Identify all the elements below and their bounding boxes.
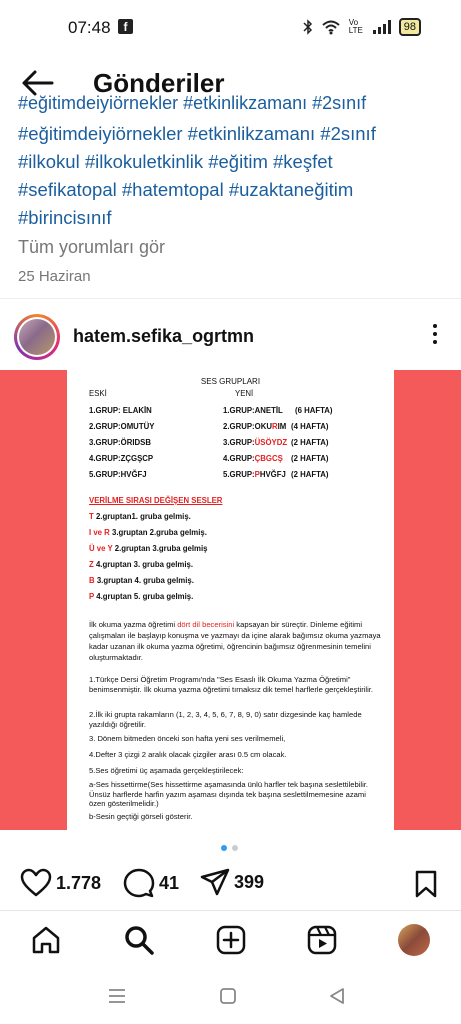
changed-sound: B 3.gruptan 4. gruba gelmiş. [89,576,194,585]
view-all-comments-link[interactable]: Tüm yorumları gör [18,237,166,257]
author-avatar[interactable] [14,314,60,360]
caption-line[interactable]: #ilkokul #ilkokuletkinlik #eğitim #keşfet [18,151,333,172]
comment-button[interactable] [123,868,179,898]
group-weeks: (6 HAFTA) [295,406,333,415]
bookmark-icon[interactable] [415,870,437,898]
reels-icon[interactable] [306,924,338,956]
new-group: 2.GRUP:OKURIM [223,422,287,431]
wifi-icon [321,19,341,35]
group-weeks: (2 HAFTA) [291,438,329,447]
doc-item: 4.Defter 3 çizgi 2 aralık olacak çizgiler arası 0.5 cm olacak. [89,750,287,759]
old-group: 5.GRUP:HVĞFJ [89,470,147,479]
group-weeks: (2 HAFTA) [291,454,329,463]
send-icon [200,868,230,896]
bluetooth-icon [303,19,313,35]
caption-clipped-line [0,93,461,116]
post-date: 25 Haziran [18,268,91,285]
changed-sound: Z 4.gruptan 3. gruba gelmiş. [89,560,193,569]
changed-sound: I ve R 3.gruptan 2.gruba gelmiş. [89,528,207,537]
caption-line[interactable]: #sefikatopal #hatemtopal #uzaktaneğitim [18,179,354,200]
doc-paragraph: İlk okuma yazma öğretimi dört dil becerisini kapsayan bir süreçtir. Dinleme eğitimi çalışmaları ile başlayıp konuşma ve yazmayı da içine alarak bağımsız okuma yazmaya kadar uzanan ilk okuma yazma öğretimi, öğrencinin bağımsız öğrenmesinin temelini oluşturmaktadır. [89,620,381,662]
page-title: Gönderiler [93,68,225,98]
divider [0,910,461,911]
document-page [67,370,394,830]
group-weeks: (2 HAFTA) [291,470,329,479]
doc-title: SES GRUPLARI [200,377,261,386]
doc-item: b-Sesin geçtiği görseli gösterir. [89,812,193,821]
home-square-icon[interactable] [219,987,237,1005]
carousel-indicator [221,845,238,851]
comment-icon [123,868,155,898]
carousel-dot [232,845,238,851]
search-icon[interactable] [123,924,155,956]
system-navigation-bar [0,980,461,1020]
profile-avatar[interactable] [398,924,430,956]
caption-line[interactable]: #eğitimdeiyiörnekler #etkinlikzamanı #2sınıf [18,123,376,144]
doc-item: 3. Dönem bitmeden önceki son hafta yeni ses verilmemeli, [89,734,286,743]
changed-sound: Ü ve Y 2.gruptan 3.gruba gelmiş [89,544,208,553]
new-group: 4.GRUP:ÇBGCŞ [223,454,283,463]
new-group: 1.GRUP:ANETİL [223,406,283,415]
battery-indicator: 98 [399,18,421,36]
doc-item: 5.Ses öğretimi üç aşamada gerçekleştirilecek: [89,766,244,775]
carousel-dot-active [221,845,227,851]
more-options-icon[interactable] [431,324,439,348]
like-button[interactable] [20,868,101,898]
status-icons [303,18,421,36]
heart-icon [20,868,52,898]
old-group: 2.GRUP:OMUTÜY [89,422,155,431]
post-author-row [0,312,461,362]
bottom-navigation [0,920,461,964]
like-count: 1.778 [56,872,102,893]
caption-line[interactable]: #birincisınıf [18,207,112,228]
doc-item: a-Ses hissettirme(Ses hissettirme aşamasında ünlü harfler tek başına seslettilebilir. Ünsüz harflerde harfin yazım aşaması dışında tek başına seslettilmemesine azami özen gösterilmelidir.) [89,780,368,808]
comment-count: 41 [159,872,180,893]
create-post-icon[interactable] [215,924,247,956]
old-group: 1.GRUP: ELAKİN [89,406,152,415]
changed-sounds-title: VERİLME SIRASI DEĞİŞEN SESLER [89,496,223,505]
new-group: 3.GRUP:ÜSÖYDZ [223,438,288,447]
volte-indicator: Vo LTE [348,18,363,35]
old-group: 4.GRUP:ZÇGŞCP [89,454,154,463]
status-bar [0,0,461,58]
caption-clipped-text: #eğitimdeiyiörnekler #etkinlikzamanı #2sınıf [18,93,367,113]
changed-sound: T 2.gruptan1. gruba gelmiş. [89,512,191,521]
doc-item: 2.İlk iki grupta rakamların (1, 2, 3, 4, 5, 6, 7, 8, 9, 0) satır dizgesinde kaç hamlede yazıldığı öğretilir. [89,710,362,729]
doc-col-new: YENİ [235,389,254,398]
signal-icon [373,20,391,34]
back-triangle-icon[interactable] [328,987,346,1005]
doc-item: 1.Türkçe Dersi Öğretim Programı'nda "Ses Esaslı İlk Okuma Yazma Öğretimi" benimsenmiştir. İlk okuma yazma öğretimi tırnaksız dik temel harflerle gerçekleştirilir. [89,675,374,694]
author-username[interactable]: hatem.sefika_ogrtmn [73,326,255,346]
share-count: 399 [234,871,265,892]
post-caption [18,120,448,232]
group-weeks: (4 HAFTA) [291,422,329,431]
share-button[interactable] [200,868,264,896]
post-actions [0,868,461,904]
changed-sound: P 4.gruptan 5. gruba gelmiş. [89,592,194,601]
doc-col-old: ESKİ [89,389,107,398]
home-icon[interactable] [30,924,62,956]
status-time: 07:48 [68,18,111,37]
recents-menu-icon[interactable] [108,988,126,1004]
post-image[interactable] [0,370,461,830]
divider [0,298,461,299]
new-group: 5.GRUP:PHVĞFJ [223,470,286,479]
old-group: 3.GRUP:ÖRIDSB [89,438,151,447]
facebook-notification-icon: f [118,19,133,34]
